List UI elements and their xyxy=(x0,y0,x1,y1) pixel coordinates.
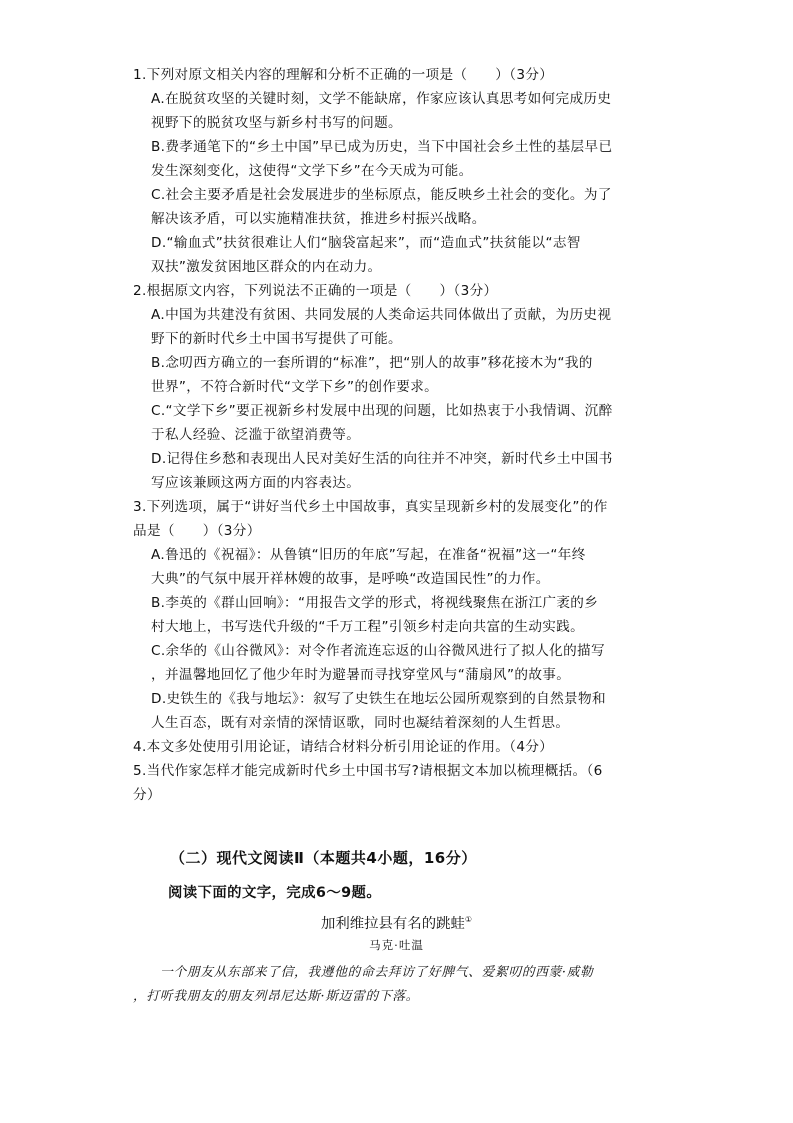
question-3-option-d-cont: 人生百态，既有对亲情的深情讴歌，同时也凝结着深刻的人生哲思。 xyxy=(151,715,570,731)
question-3-option-c: C.余华的《山谷微风》：对令作者流连忘返的山谷微风进行了拟人化的描写 xyxy=(151,643,605,659)
question-2-option-c-cont: 于私人经验、泛滥于欲望消费等。 xyxy=(151,427,361,443)
story-title-footnote-mark: ① xyxy=(464,915,473,925)
question-3-option-b-cont: 村大地上，书写迭代升级的“千万工程”引领乡村走向共富的生动实践。 xyxy=(151,619,585,635)
question-1-option-c-cont: 解决该矛盾，可以实施精准扶贫，推进乡村振兴战略。 xyxy=(151,211,486,227)
question-2-option-a-cont: 野下的新时代乡土中国书写提供了可能。 xyxy=(151,331,402,347)
story-author: 马克·吐温 xyxy=(369,938,424,952)
story-paragraph-1-line-2: ，打听我朋友的朋友列昂尼达斯·斯迈雷的下落。 xyxy=(133,989,420,1004)
question-1-option-c: C.社会主要矛盾是社会发展进步的坐标原点，能反映乡土社会的变化。为了 xyxy=(151,187,612,203)
question-5-stem-cont: 分） xyxy=(133,787,161,803)
question-1-option-a: A.在脱贫攻坚的关键时刻，文学不能缺席，作家应该认真思考如何完成历史 xyxy=(151,91,612,107)
question-1-stem: 1.下列对原文相关内容的理解和分析不正确的一项是（ ）（3分） xyxy=(133,67,554,83)
question-4-stem: 4.本文多处使用引用论证，请结合材料分析引用论证的作用。（4分） xyxy=(133,739,554,755)
question-3-option-a: A.鲁迅的《祝福》：从鲁镇“旧历的年底”写起，在准备“祝福”这一“年终 xyxy=(151,547,586,563)
question-3-stem-cont: 品是（ ）（3分） xyxy=(133,523,261,539)
question-2-option-d: D.记得住乡愁和表现出人民对美好生活的向往并不冲突，新时代乡土中国书 xyxy=(151,451,613,467)
question-1-option-d-cont: 双扶”激发贫困地区群众的内在动力。 xyxy=(151,259,382,275)
question-1-option-b-cont: 发生深刻变化，这使得“文学下乡”在今天成为可能。 xyxy=(151,163,473,179)
story-title-text: 加利维拉县有名的跳蛙 xyxy=(320,916,465,932)
story-title xyxy=(0,912,793,933)
section-instruction: 阅读下面的文字，完成6～9题。 xyxy=(168,885,382,901)
question-3-option-a-cont: 大典”的气氛中展开祥林嫂的故事，是呼唤“改造国民性”的力作。 xyxy=(151,571,550,587)
question-5-stem: 5.当代作家怎样才能完成新时代乡土中国书写?请根据文本加以梳理概括。（6 xyxy=(133,763,603,779)
question-2-option-d-cont: 写应该兼顾这两方面的内容表达。 xyxy=(151,475,361,491)
question-3-stem: 3.下列选项，属于“讲好当代乡土中国故事，真实呈现新乡村的发展变化”的作 xyxy=(133,499,608,515)
question-2-option-a: A.中国为共建没有贫困、共同发展的人类命运共同体做出了贡献，为历史视 xyxy=(151,307,612,323)
question-2-stem: 2.根据原文内容，下列说法不正确的一项是（ ）（3分） xyxy=(133,283,498,299)
question-3-option-c-cont: ，并温馨地回忆了他少年时为避暑而寻找穿堂风与“蒲扇风”的故事。 xyxy=(151,667,571,683)
question-2-option-b: B.念叨西方确立的一套所谓的“标准”，把“别人的故事”移花接木为“我的 xyxy=(151,355,593,371)
question-2-option-c: C.“文学下乡”要正视新乡村发展中出现的问题，比如热衷于小我情调、沉醉 xyxy=(151,403,613,419)
section-title: （二）现代文阅读Ⅱ（本题共4小题，16分） xyxy=(170,849,477,867)
question-1-option-b: B.费孝通笔下的“乡土中国”早已成为历史，当下中国社会乡土性的基层早已 xyxy=(151,139,613,155)
question-3-option-b: B.李英的《群山回响》：“用报告文学的形式，将视线聚焦在浙江广袤的乡 xyxy=(151,595,599,611)
question-2-option-b-cont: 世界”，不符合新时代“文学下乡”的创作要求。 xyxy=(151,379,439,395)
question-1-option-d: D.“输血式”扶贫很难让人们“脑袋富起来”，而“造血式”扶贫能以“志智 xyxy=(151,235,581,251)
question-1-option-a-cont: 视野下的脱贫攻坚与新乡村书写的问题。 xyxy=(151,115,402,131)
story-paragraph-1-line-1: 一个朋友从东部来了信，我遵他的命去拜访了好脾气、爱絮叨的西蒙·威勒 xyxy=(160,965,594,980)
question-3-option-d: D.史铁生的《我与地坛》：叙写了史铁生在地坛公园所观察到的自然景物和 xyxy=(151,691,606,707)
